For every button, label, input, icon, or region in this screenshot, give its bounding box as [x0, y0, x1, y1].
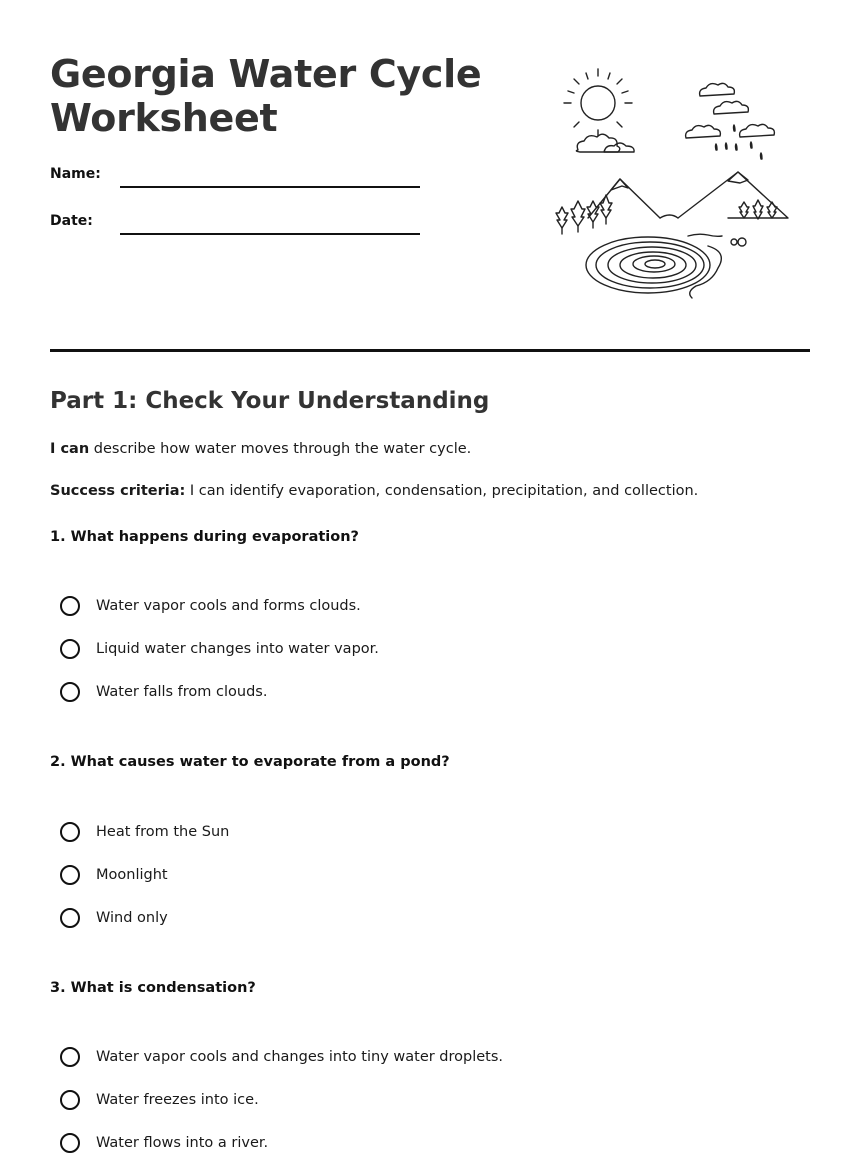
cloud-icon — [576, 134, 634, 152]
learning-target-text: describe how water moves through the water cycle. — [89, 441, 472, 457]
rain-cloud-icon — [686, 83, 775, 159]
question-3: 3. What is condensation? — [50, 980, 256, 996]
option-label: Moonlight — [96, 867, 168, 883]
option-label: Water vapor cools and forms clouds. — [96, 598, 361, 614]
radio-circle-icon[interactable] — [60, 639, 80, 659]
pond-icon — [586, 234, 746, 298]
radio-circle-icon[interactable] — [60, 596, 80, 616]
section-divider — [50, 349, 810, 352]
section-title: Part 1: Check Your Understanding — [50, 388, 490, 414]
name-label: Name: — [50, 166, 101, 182]
date-field[interactable] — [120, 233, 420, 235]
option-label: Water freezes into ice. — [96, 1092, 259, 1108]
trees-icon — [556, 195, 777, 234]
page-title: Georgia Water Cycle Worksheet — [50, 52, 482, 140]
option-label: Liquid water changes into water vapor. — [96, 641, 379, 657]
date-label: Date: — [50, 213, 93, 229]
question-3-option-3[interactable] — [60, 1130, 268, 1156]
learning-target-label: I can — [50, 441, 90, 457]
question-1: 1. What happens during evaporation? — [50, 529, 359, 545]
option-label: Heat from the Sun — [96, 824, 230, 840]
mountains-icon — [588, 172, 788, 218]
radio-circle-icon[interactable] — [60, 1090, 80, 1110]
option-label: Water flows into a river. — [96, 1135, 269, 1151]
question-2-option-2[interactable] — [60, 862, 168, 888]
water-cycle-illustration-icon — [548, 66, 798, 306]
sun-icon — [564, 69, 632, 136]
success-criteria-text: I can identify evaporation, condensation, precipitation, and collection. — [185, 483, 699, 499]
radio-circle-icon[interactable] — [60, 865, 80, 885]
learning-target — [50, 441, 471, 457]
option-label: Water vapor cools and changes into tiny water droplets. — [96, 1049, 504, 1065]
question-3-option-2[interactable] — [60, 1087, 259, 1113]
success-criteria-label: Success criteria: — [50, 483, 186, 499]
option-label: Wind only — [96, 910, 168, 926]
success-criteria — [50, 483, 698, 499]
option-label: Water falls from clouds. — [96, 684, 268, 700]
radio-circle-icon[interactable] — [60, 822, 80, 842]
radio-circle-icon[interactable] — [60, 1133, 80, 1153]
question-1-option-3[interactable] — [60, 679, 267, 705]
question-2-option-1[interactable] — [60, 819, 229, 845]
radio-circle-icon[interactable] — [60, 682, 80, 702]
question-2-option-3[interactable] — [60, 905, 168, 931]
radio-circle-icon[interactable] — [60, 1047, 80, 1067]
question-1-option-2[interactable] — [60, 636, 379, 662]
question-2: 2. What causes water to evaporate from a pond? — [50, 754, 450, 770]
radio-circle-icon[interactable] — [60, 908, 80, 928]
name-field[interactable] — [120, 186, 420, 188]
question-3-option-1[interactable] — [60, 1044, 503, 1070]
question-1-option-1[interactable] — [60, 593, 361, 619]
